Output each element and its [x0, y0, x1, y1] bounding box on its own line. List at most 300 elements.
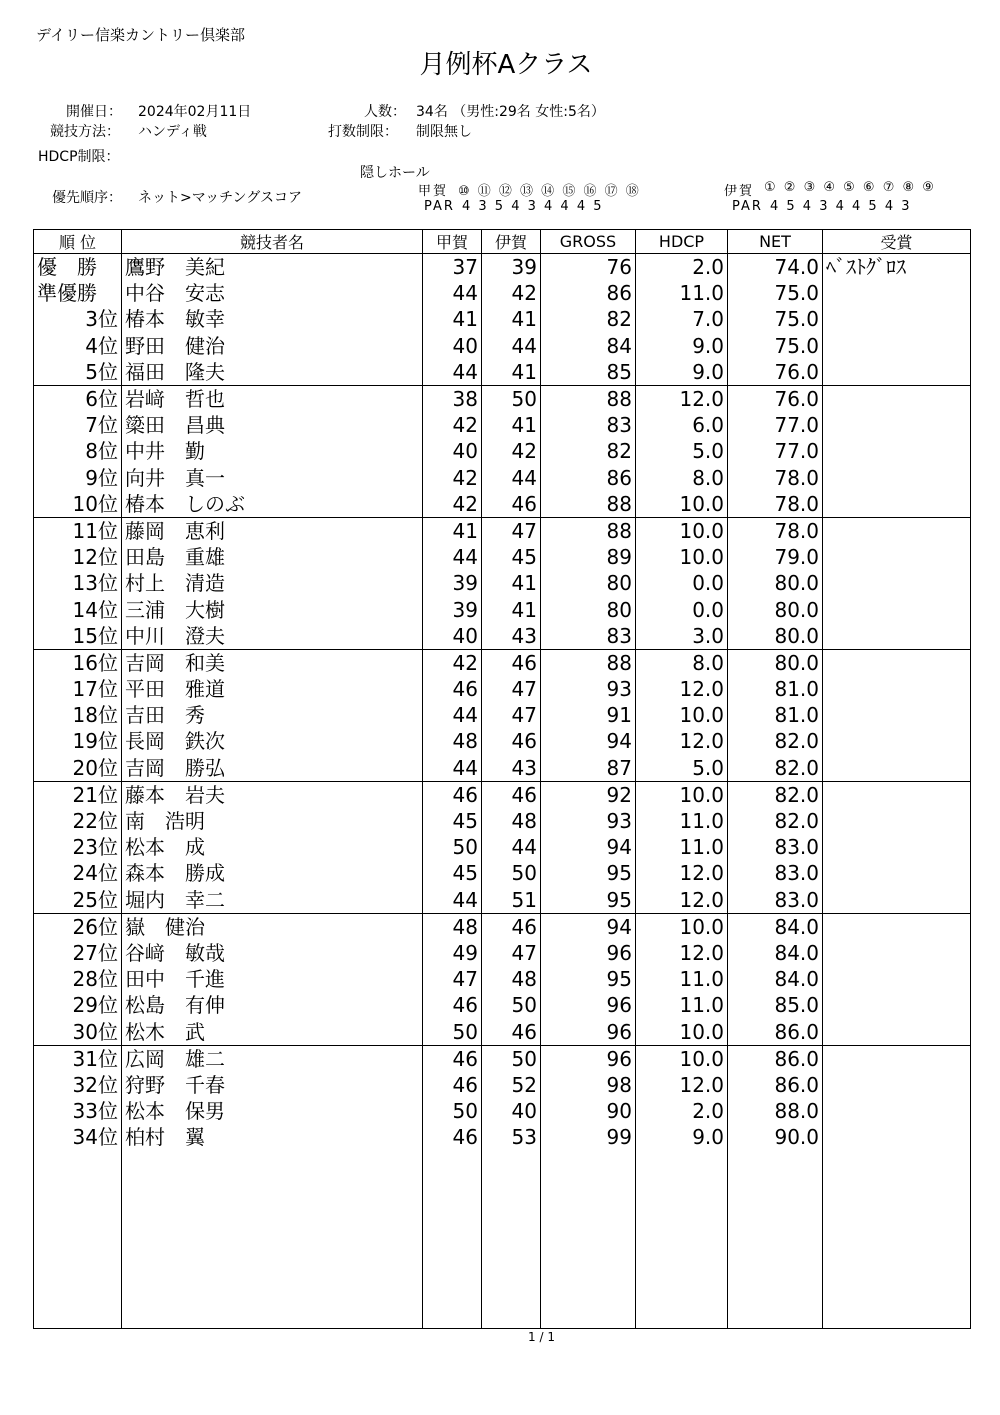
- name-cell: 藤岡 恵利: [122, 517, 423, 544]
- kouka-cell: 42: [423, 465, 482, 491]
- gross-cell: 84: [541, 333, 636, 359]
- name-cell: 堀内 幸二: [122, 887, 423, 914]
- table-row: [34, 465, 971, 491]
- header-net: NET: [728, 230, 823, 254]
- name-cell: 松木 武: [122, 1018, 423, 1045]
- table-row: [34, 306, 971, 332]
- priority-value: ネット>マッチングスコア: [138, 190, 303, 206]
- net-cell: 77.0: [728, 412, 823, 438]
- gross-cell: 88: [541, 385, 636, 412]
- rank-cell: 8位: [34, 438, 122, 464]
- iga-cell: 40: [482, 1098, 541, 1124]
- net-cell: 80.0: [728, 649, 823, 676]
- kouka-cell: 50: [423, 834, 482, 860]
- kouka-cell: 39: [423, 570, 482, 596]
- iga-cell: 39: [482, 254, 541, 281]
- net-cell: 80.0: [728, 596, 823, 622]
- iga-cell: 44: [482, 333, 541, 359]
- empty-cell: [122, 1150, 423, 1328]
- table-header-row: [34, 230, 971, 254]
- rank-cell: 18位: [34, 702, 122, 728]
- hdcp-cell: 3.0: [636, 623, 728, 650]
- iga-cell: 47: [482, 940, 541, 966]
- gross-cell: 95: [541, 887, 636, 914]
- table-row: [34, 992, 971, 1018]
- empty-filler-row: [34, 1150, 971, 1328]
- hdcp-cell: 11.0: [636, 808, 728, 834]
- gross-cell: 88: [541, 491, 636, 518]
- kouka-holes: ⑩ ⑪ ⑫ ⑬ ⑭ ⑮ ⑯ ⑰ ⑱: [458, 184, 641, 199]
- gross-cell: 86: [541, 280, 636, 306]
- award-cell: [823, 570, 971, 596]
- gross-cell: 99: [541, 1124, 636, 1150]
- table-row: [34, 544, 971, 570]
- award-cell: [823, 359, 971, 386]
- rank-cell: 23位: [34, 834, 122, 860]
- net-cell: 84.0: [728, 966, 823, 992]
- rank-cell: 27位: [34, 940, 122, 966]
- gross-cell: 89: [541, 544, 636, 570]
- rank-cell: 10位: [34, 491, 122, 518]
- kouka-cell: 44: [423, 544, 482, 570]
- table-row: [34, 676, 971, 702]
- hdcp-cell: 12.0: [636, 887, 728, 914]
- gross-cell: 96: [541, 992, 636, 1018]
- table-row: [34, 438, 971, 464]
- kouka-cell: 50: [423, 1018, 482, 1045]
- net-cell: 78.0: [728, 465, 823, 491]
- iga-label: 伊賀: [724, 184, 755, 199]
- iga-cell: 41: [482, 306, 541, 332]
- gross-cell: 80: [541, 596, 636, 622]
- hdcp-cell: 2.0: [636, 254, 728, 281]
- name-cell: 藤本 岩夫: [122, 781, 423, 808]
- table-row: [34, 1018, 971, 1045]
- net-cell: 82.0: [728, 728, 823, 754]
- gross-cell: 96: [541, 1018, 636, 1045]
- gross-cell: 85: [541, 359, 636, 386]
- hidden-hole-label: 隠しホール: [360, 165, 430, 181]
- net-cell: 77.0: [728, 438, 823, 464]
- net-cell: 86.0: [728, 1045, 823, 1072]
- rank-cell: 3位: [34, 306, 122, 332]
- hdcp-cell: 12.0: [636, 728, 728, 754]
- rank-cell: 26位: [34, 913, 122, 940]
- rank-cell: 28位: [34, 966, 122, 992]
- award-cell: [823, 1045, 971, 1072]
- hdcp-cell: 9.0: [636, 359, 728, 386]
- gross-cell: 96: [541, 1045, 636, 1072]
- table-row: [34, 1045, 971, 1072]
- hdcp-cell: 10.0: [636, 702, 728, 728]
- kouka-cell: 41: [423, 517, 482, 544]
- net-cell: 75.0: [728, 280, 823, 306]
- name-cell: 中井 勤: [122, 438, 423, 464]
- kouka-cell: 42: [423, 491, 482, 518]
- gross-cell: 83: [541, 623, 636, 650]
- club-name: デイリー信楽カントリー倶楽部: [36, 26, 245, 44]
- gross-cell: 94: [541, 913, 636, 940]
- iga-cell: 41: [482, 596, 541, 622]
- gross-cell: 88: [541, 517, 636, 544]
- gross-cell: 98: [541, 1072, 636, 1098]
- hdcp-cell: 12.0: [636, 385, 728, 412]
- name-cell: 福田 隆夫: [122, 359, 423, 386]
- award-cell: [823, 728, 971, 754]
- name-cell: 松島 有伸: [122, 992, 423, 1018]
- name-cell: 柏村 翼: [122, 1124, 423, 1150]
- kouka-cell: 46: [423, 992, 482, 1018]
- kouka-cell: 47: [423, 966, 482, 992]
- table-row: [34, 728, 971, 754]
- empty-cell: [423, 1150, 482, 1328]
- iga-cell: 47: [482, 702, 541, 728]
- table-row: [34, 359, 971, 386]
- rank-cell: 4位: [34, 333, 122, 359]
- hdcp-cell: 0.0: [636, 570, 728, 596]
- rank-cell: 24位: [34, 860, 122, 886]
- table-row: [34, 1124, 971, 1150]
- gross-cell: 95: [541, 860, 636, 886]
- iga-cell: 50: [482, 992, 541, 1018]
- kouka-cell: 44: [423, 280, 482, 306]
- award-cell: [823, 438, 971, 464]
- empty-cell: [34, 1150, 122, 1328]
- net-cell: 78.0: [728, 491, 823, 518]
- net-cell: 78.0: [728, 517, 823, 544]
- award-cell: [823, 280, 971, 306]
- table-row: [34, 781, 971, 808]
- name-cell: 岩﨑 哲也: [122, 385, 423, 412]
- iga-cell: 46: [482, 913, 541, 940]
- kouka-cell: 42: [423, 649, 482, 676]
- award-cell: [823, 676, 971, 702]
- hdcp-cell: 12.0: [636, 860, 728, 886]
- rank-cell: 17位: [34, 676, 122, 702]
- table-row: [34, 755, 971, 782]
- header-kouka: 甲賀: [423, 230, 482, 254]
- table-row: [34, 254, 971, 281]
- hdcp-cell: 8.0: [636, 465, 728, 491]
- empty-cell: [541, 1150, 636, 1328]
- header-rank: 順 位: [34, 230, 122, 254]
- rank-cell: 22位: [34, 808, 122, 834]
- table-row: [34, 570, 971, 596]
- rank-cell: 15位: [34, 623, 122, 650]
- kouka-label: 甲賀: [418, 184, 449, 199]
- award-cell: [823, 887, 971, 914]
- rank-cell: 5位: [34, 359, 122, 386]
- name-cell: 村上 清造: [122, 570, 423, 596]
- hdcp-cell: 10.0: [636, 544, 728, 570]
- kouka-cell: 45: [423, 808, 482, 834]
- table-row: [34, 491, 971, 518]
- hdcp-cell: 10.0: [636, 1018, 728, 1045]
- results-table: [33, 229, 971, 1329]
- award-cell: [823, 491, 971, 518]
- rank-cell: 32位: [34, 1072, 122, 1098]
- iga-par: 4 5 4 3 4 4 5 4 3: [770, 199, 912, 214]
- rank-cell: 12位: [34, 544, 122, 570]
- gross-cell: 93: [541, 676, 636, 702]
- award-cell: [823, 1124, 971, 1150]
- iga-cell: 45: [482, 544, 541, 570]
- page-indicator: 1 / 1: [528, 1330, 555, 1344]
- gross-cell: 90: [541, 1098, 636, 1124]
- net-cell: 82.0: [728, 808, 823, 834]
- table-row: [34, 940, 971, 966]
- kouka-cell: 46: [423, 676, 482, 702]
- award-cell: [823, 1018, 971, 1045]
- kouka-cell: 41: [423, 306, 482, 332]
- kouka-cell: 46: [423, 1124, 482, 1150]
- rank-cell: 19位: [34, 728, 122, 754]
- table-row: [34, 808, 971, 834]
- hdcp-cell: 11.0: [636, 992, 728, 1018]
- net-cell: 80.0: [728, 623, 823, 650]
- iga-cell: 47: [482, 676, 541, 702]
- gross-cell: 95: [541, 966, 636, 992]
- award-cell: [823, 385, 971, 412]
- iga-cell: 43: [482, 623, 541, 650]
- hdcp-cell: 12.0: [636, 1072, 728, 1098]
- iga-cell: 50: [482, 385, 541, 412]
- hdcp-cell: 10.0: [636, 1045, 728, 1072]
- table-row: [34, 887, 971, 914]
- rank-cell: 優 勝: [34, 254, 122, 281]
- award-cell: [823, 649, 971, 676]
- rank-cell: 33位: [34, 1098, 122, 1124]
- kouka-cell: 38: [423, 385, 482, 412]
- net-cell: 81.0: [728, 676, 823, 702]
- net-cell: 83.0: [728, 834, 823, 860]
- kouka-par-label: PAR: [424, 199, 455, 214]
- hdcp-cell: 0.0: [636, 596, 728, 622]
- method-label: 競技方法：: [50, 124, 120, 140]
- iga-cell: 41: [482, 412, 541, 438]
- iga-par-label: PAR: [732, 199, 763, 214]
- method-value: ハンディ戦: [138, 124, 207, 140]
- rank-cell: 31位: [34, 1045, 122, 1072]
- rank-cell: 29位: [34, 992, 122, 1018]
- table-row: [34, 517, 971, 544]
- results-body: [34, 254, 971, 1329]
- award-cell: [823, 702, 971, 728]
- rank-cell: 21位: [34, 781, 122, 808]
- kouka-cell: 40: [423, 623, 482, 650]
- name-cell: 鷹野 美紀: [122, 254, 423, 281]
- table-row: [34, 596, 971, 622]
- name-cell: 中川 澄夫: [122, 623, 423, 650]
- rank-cell: 7位: [34, 412, 122, 438]
- empty-cell: [636, 1150, 728, 1328]
- hdcp-cell: 5.0: [636, 438, 728, 464]
- gross-cell: 94: [541, 728, 636, 754]
- iga-cell: 44: [482, 834, 541, 860]
- empty-cell: [482, 1150, 541, 1328]
- date-value: 2024年02月11日: [138, 104, 252, 120]
- rank-cell: 11位: [34, 517, 122, 544]
- award-cell: [823, 412, 971, 438]
- name-cell: 椿本 敏幸: [122, 306, 423, 332]
- hdcp-cell: 2.0: [636, 1098, 728, 1124]
- priority-label: 優先順序：: [52, 190, 122, 206]
- table-row: [34, 1072, 971, 1098]
- name-cell: 野田 健治: [122, 333, 423, 359]
- name-cell: 松本 保男: [122, 1098, 423, 1124]
- table-row: [34, 702, 971, 728]
- iga-cell: 47: [482, 517, 541, 544]
- kouka-par: 4 3 5 4 3 4 4 4 5: [462, 199, 604, 214]
- table-row: [34, 385, 971, 412]
- header-hdcp: HDCP: [636, 230, 728, 254]
- net-cell: 75.0: [728, 306, 823, 332]
- name-cell: 南 浩明: [122, 808, 423, 834]
- name-cell: 中谷 安志: [122, 280, 423, 306]
- name-cell: 狩野 千春: [122, 1072, 423, 1098]
- iga-cell: 46: [482, 728, 541, 754]
- rank-cell: 6位: [34, 385, 122, 412]
- hdcp-cell: 10.0: [636, 913, 728, 940]
- kouka-cell: 39: [423, 596, 482, 622]
- hdcp-cell: 11.0: [636, 280, 728, 306]
- kouka-cell: 42: [423, 412, 482, 438]
- name-cell: 椿本 しのぶ: [122, 491, 423, 518]
- kouka-cell: 37: [423, 254, 482, 281]
- kouka-cell: 44: [423, 755, 482, 782]
- kouka-cell: 46: [423, 1045, 482, 1072]
- name-cell: 谷﨑 敏哉: [122, 940, 423, 966]
- iga-cell: 52: [482, 1072, 541, 1098]
- award-cell: [823, 465, 971, 491]
- hdcp-cell: 9.0: [636, 1124, 728, 1150]
- award-cell: ﾍﾞｽﾄｸﾞﾛｽ: [823, 254, 971, 281]
- kouka-cell: 40: [423, 333, 482, 359]
- name-cell: 広岡 雄二: [122, 1045, 423, 1072]
- rank-cell: 準優勝: [34, 280, 122, 306]
- net-cell: 74.0: [728, 254, 823, 281]
- kouka-cell: 49: [423, 940, 482, 966]
- kouka-cell: 40: [423, 438, 482, 464]
- rank-cell: 20位: [34, 755, 122, 782]
- gross-cell: 96: [541, 940, 636, 966]
- award-cell: [823, 1072, 971, 1098]
- kouka-cell: 44: [423, 702, 482, 728]
- iga-cell: 46: [482, 781, 541, 808]
- hdcp-cell: 9.0: [636, 333, 728, 359]
- gross-cell: 83: [541, 412, 636, 438]
- header-gross: GROSS: [541, 230, 636, 254]
- iga-cell: 50: [482, 860, 541, 886]
- net-cell: 76.0: [728, 385, 823, 412]
- gross-cell: 86: [541, 465, 636, 491]
- kouka-cell: 48: [423, 913, 482, 940]
- table-row: [34, 623, 971, 650]
- award-cell: [823, 966, 971, 992]
- iga-cell: 41: [482, 570, 541, 596]
- table-row: [34, 280, 971, 306]
- kouka-cell: 45: [423, 860, 482, 886]
- hdcp-cell: 12.0: [636, 940, 728, 966]
- rank-cell: 14位: [34, 596, 122, 622]
- hdcp-cell: 5.0: [636, 755, 728, 782]
- net-cell: 83.0: [728, 860, 823, 886]
- table-row: [34, 649, 971, 676]
- kouka-cell: 46: [423, 1072, 482, 1098]
- rank-cell: 34位: [34, 1124, 122, 1150]
- empty-cell: [823, 1150, 971, 1328]
- kouka-cell: 44: [423, 887, 482, 914]
- rank-cell: 25位: [34, 887, 122, 914]
- count-value: 34名 （男性:29名 女性:5名）: [416, 104, 605, 120]
- iga-cell: 43: [482, 755, 541, 782]
- award-cell: [823, 755, 971, 782]
- table-row: [34, 913, 971, 940]
- kouka-cell: 44: [423, 359, 482, 386]
- kouka-cell: 46: [423, 781, 482, 808]
- iga-cell: 48: [482, 808, 541, 834]
- rank-cell: 16位: [34, 649, 122, 676]
- name-cell: 田島 重雄: [122, 544, 423, 570]
- name-cell: 向井 真一: [122, 465, 423, 491]
- award-cell: [823, 808, 971, 834]
- iga-cell: 46: [482, 649, 541, 676]
- award-cell: [823, 992, 971, 1018]
- name-cell: 吉田 秀: [122, 702, 423, 728]
- award-cell: [823, 913, 971, 940]
- award-cell: [823, 781, 971, 808]
- net-cell: 86.0: [728, 1018, 823, 1045]
- table-row: [34, 860, 971, 886]
- iga-cell: 46: [482, 1018, 541, 1045]
- iga-cell: 46: [482, 491, 541, 518]
- empty-cell: [728, 1150, 823, 1328]
- gross-cell: 82: [541, 306, 636, 332]
- hdcp-cell: 10.0: [636, 517, 728, 544]
- award-cell: [823, 333, 971, 359]
- net-cell: 84.0: [728, 913, 823, 940]
- award-cell: [823, 860, 971, 886]
- iga-cell: 53: [482, 1124, 541, 1150]
- hdcp-limit-label: HDCP制限：: [38, 149, 120, 165]
- page-title: 月例杯Aクラス: [419, 50, 593, 80]
- net-cell: 88.0: [728, 1098, 823, 1124]
- award-cell: [823, 596, 971, 622]
- hdcp-cell: 11.0: [636, 834, 728, 860]
- table-row: [34, 412, 971, 438]
- net-cell: 76.0: [728, 359, 823, 386]
- net-cell: 82.0: [728, 755, 823, 782]
- gross-cell: 92: [541, 781, 636, 808]
- gross-cell: 93: [541, 808, 636, 834]
- iga-cell: 48: [482, 966, 541, 992]
- iga-cell: 50: [482, 1045, 541, 1072]
- net-cell: 84.0: [728, 940, 823, 966]
- table-row: [34, 834, 971, 860]
- iga-cell: 51: [482, 887, 541, 914]
- name-cell: 簗田 昌典: [122, 412, 423, 438]
- header-name: 競技者名: [122, 230, 423, 254]
- gross-cell: 88: [541, 649, 636, 676]
- net-cell: 86.0: [728, 1072, 823, 1098]
- iga-cell: 42: [482, 438, 541, 464]
- net-cell: 90.0: [728, 1124, 823, 1150]
- hdcp-cell: 8.0: [636, 649, 728, 676]
- hdcp-cell: 6.0: [636, 412, 728, 438]
- gross-cell: 87: [541, 755, 636, 782]
- net-cell: 79.0: [728, 544, 823, 570]
- stroke-limit-value: 制限無し: [416, 124, 472, 140]
